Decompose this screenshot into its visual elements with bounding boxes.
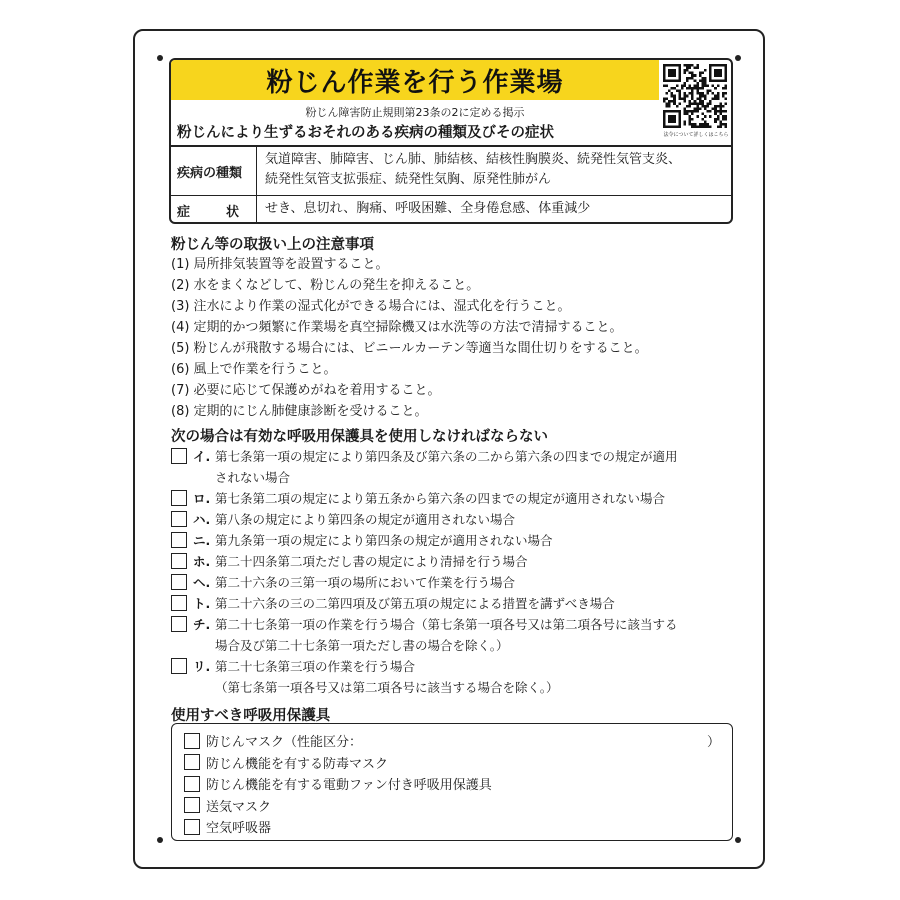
list-item [171,551,731,572]
item-marker: ト. [193,596,211,611]
list-item: (6) 風上で作業を行うこと。 [171,362,337,377]
item-marker: ヘ. [193,575,211,590]
item-marker: ロ. [193,491,211,506]
table-row [171,147,731,196]
header-box [169,58,733,224]
row-label-part: 症 [177,205,191,220]
item-marker: ニ. [193,533,211,548]
ppe-heading: 使用すべき呼吸用保護具 [171,708,331,724]
row-value: せき、息切れ、胸痛、呼吸困難、全身倦怠感、体重減少 [265,201,591,216]
list-item [171,530,731,551]
table-row [171,196,731,224]
item-marker: チ. [193,617,211,632]
disease-table [171,145,731,224]
list-item: (7) 必要に応じて保護めがねを着用すること。 [171,383,441,398]
qr-code-icon[interactable] [663,64,727,128]
list-item [184,730,720,752]
checkbox[interactable] [171,574,187,590]
list-item: (3) 注水により作業の湿式化ができる場合には、湿式化を行うこと。 [171,299,571,314]
precautions-heading: 粉じん等の取扱い上の注意事項 [171,237,374,253]
item-text: 第二十六条の三第一項の場所において作業を行う場合 [215,575,516,590]
list-item: (2) 水をまくなどして、粉じんの発生を抑えること。 [171,278,480,293]
ppe-list [184,730,720,838]
item-text: 防じん機能を有する電動ファン付き呼吸用保護具 [206,778,492,794]
checkbox[interactable] [171,553,187,569]
checkbox[interactable] [171,658,187,674]
respirator-cases-list [171,446,731,698]
qr-caption: 法令について詳しくはこちら [663,132,729,138]
respirator-cases-heading: 次の場合は有効な呼吸用保護具を使用しなければならない [171,429,548,445]
checkbox[interactable] [171,511,187,527]
list-item [171,446,731,488]
list-item [184,795,720,817]
checkbox[interactable] [184,797,200,813]
list-item: (1) 局所排気装置等を設置すること。 [171,257,389,272]
checkbox[interactable] [171,532,187,548]
item-text: 第二十四条第二項ただし書の規定により清掃を行う場合 [215,554,528,569]
ppe-box [171,723,733,841]
sign-board [133,29,765,869]
checkbox[interactable] [171,616,187,632]
subtitle: 粉じん障害防止規則第23条の2に定める掲示 [305,106,525,119]
list-item: (5) 粉じんが飛散する場合には、ビニールカーテン等適当な間仕切りをすること。 [171,341,648,356]
item-marker: ホ. [193,554,211,569]
list-item [171,656,731,698]
item-text: 送気マスク [206,799,272,815]
item-text: 防じん機能を有する防毒マスク [206,756,389,772]
row-label [171,196,257,224]
list-item: (4) 定期的かつ頻繁に作業場を真空掃除機又は水洗等の方法で清掃すること。 [171,320,623,335]
mounting-hole [735,55,741,61]
checkbox[interactable] [171,490,187,506]
list-item [171,509,731,530]
item-text: 第七条第二項の規定により第五条から第六条の四までの規定が適用されない場合 [215,491,666,506]
list-item [171,614,731,656]
list-item: (8) 定期的にじん肺健康診断を受けること。 [171,404,428,419]
item-text: 第九条第一項の規定により第四条の規定が適用されない場合 [215,533,553,548]
disease-heading: 粉じんにより生ずるおそれのある疾病の種類及びその症状 [177,125,554,141]
mounting-hole [157,837,163,843]
item-text: 第二十七条第三項の作業を行う場合 （第七条第一項各号又は第二項各号に該当する場合を除く。） [215,659,559,695]
list-item [184,773,720,795]
qr-block [663,64,729,139]
page-title: 粉じん作業を行う作業場 [171,60,659,100]
checkbox[interactable] [184,754,200,770]
list-item [171,488,731,509]
item-text: 空気呼吸器 [206,821,272,837]
list-item [171,593,731,614]
row-label: 疾病の種類 [171,147,257,195]
list-item [171,572,731,593]
item-text: 第七条第一項の規定により第四条及び第六条の二から第六条の四までの規定が適用 されない場合 [215,449,678,485]
precautions-list [171,254,648,422]
item-text: 第二十七条第一項の作業を行う場合（第七条第一項各号又は第二項各号に該当する 場合及び第二十七条第一項ただし書の場合を除く。） [215,617,678,653]
checkbox[interactable] [184,733,200,749]
list-item [184,752,720,774]
item-marker: イ. [193,449,211,464]
checkbox[interactable] [184,776,200,792]
row-value: 気道障害、肺障害、じん肺、肺結核、結核性胸膜炎、続発性気管支炎、 続発性気管支拡張症、続発性気胸、原発性肺がん [265,152,682,187]
list-item [184,816,720,838]
mounting-hole [157,55,163,61]
row-label-part: 状 [225,205,239,220]
item-suffix: ） [706,735,720,751]
item-marker: リ. [193,659,211,674]
item-text: 防じんマスク（性能区分： [206,735,363,751]
item-marker: ハ. [193,512,211,527]
mounting-hole [735,837,741,843]
item-text: 第二十六条の三の二第四項及び第五項の規定による措置を講ずべき場合 [215,596,615,611]
item-text: 第八条の規定により第四条の規定が適用されない場合 [215,512,516,527]
checkbox[interactable] [171,448,187,464]
checkbox[interactable] [171,595,187,611]
checkbox[interactable] [184,819,200,835]
